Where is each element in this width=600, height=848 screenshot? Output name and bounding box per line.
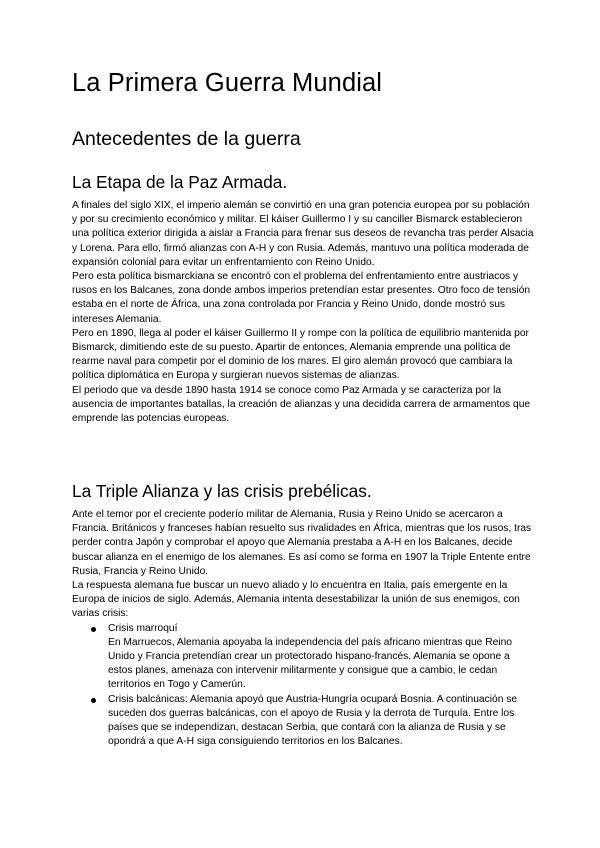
list-item-title: Crisis balcánicas: Alemania apoyó que Austria-Hungría ocupará Bosnia. A continuación se suceden dos guerras balcánicas, con el apoyo de Rusia y la derrota de Turquía. Entre los países que se independizan, destacan Serbia, que contará con la alianza de Rusia y se opondrá a que A-H siga consiguiendo territorios en los Balcanes. (108, 693, 518, 748)
paragraph: Ante el temor por el creciente poderío militar de Alemania, Rusia y Reino Unido se acercaron a Francia. Británicos y franceses habían resuelto sus rivalidades en África, mientras que los rusos, tras perder contra Japón y comprobar el apoyo que Alemania prestaba a A-H en los Balcanes, decide buscar alianza en el enemigo de los alemanes. Es así como se forma en 1907 la Triple Entente entre Rusia, Francia y Reino Unido. (72, 509, 532, 577)
list-item-title: Crisis marroquí (108, 622, 178, 634)
bullet-icon (91, 698, 96, 703)
section-subtitle: Antecedentes de la guerra (72, 128, 301, 150)
section-heading-triple-alianza: La Triple Alianza y las crisis prebélicas. (72, 481, 372, 501)
section-body-triple-alianza (72, 508, 534, 749)
paragraph: La respuesta alemana fue buscar un nuevo aliado y lo encuentra en Italia, país emergente en la Europa de inicios de siglo. Además, Alemania intenta desestabilizar la unión de sus enemigos, con varias crisis: (72, 580, 520, 620)
section-heading-paz-armada: La Etapa de la Paz Armada. (72, 172, 288, 192)
list-item (72, 622, 534, 693)
paragraph: El periodo que va desde 1890 hasta 1914 se conoce como Paz Armada y se caracteriza por la ausencia de importantes batallas, la creación de alianzas y una decidida carrera de armamentos que emprende las potencias europeas. (72, 384, 531, 425)
list-item-text: En Marruecos, Alemania apoyaba la independencia del país africano mientras que Reino Unido y Francia pretendían crear un protectorado hispano-francés. Alemania se opone a estos planes, amenaza con intervenir militarmente y consigue que a cambio, le cedan territorios en Togo y Camerún. (108, 636, 512, 691)
list-item (72, 693, 534, 750)
bullet-icon (91, 627, 96, 632)
crises-list (72, 622, 534, 750)
paragraph: A finales del siglo XIX, el imperio alemán se convirtió en una gran potencia europea por su población y por su crecimiento económico y militar. El káiser Guillermo I y su canciller Bismarck establecieron una política exterior dirigida a aislar a Francia para frenar sus deseos de revancha tras perder Alsacia y Lorena. Para ello, firmó alianzas con A-H y con Rusia. Además, mantuvo una política moderada de expansión colonial para evitar un enfrentamiento con Reino Unido. (72, 200, 534, 268)
page-title: La Primera Guerra Mundial (72, 69, 383, 97)
section-body-paz-armada (72, 199, 534, 426)
paragraph: Pero en 1890, llega al poder el káiser Guillermo II y rompe con la política de equilibrio mantenida por Bismarck, dimitiendo este de su puesto. Apartir de entonces, Alemania emprende una política de rearme naval para competir por el dominio de los mares. El giro alemán provocó que cambiara la política diplomática en Europa y surgieran nuevos sistemas de alianzas. (72, 327, 529, 382)
paragraph: Pero esta política bismarckiana se encontró con el problema del enfrentamiento entre austriacos y rusos en los Balcanes, zona donde ambos imperios pretendían estar presentes. Otro foco de tensión estaba en el norte de África, una zona controlada por Francia y Reino Unido, donde mostró sus intereses Alemania. (72, 271, 531, 325)
